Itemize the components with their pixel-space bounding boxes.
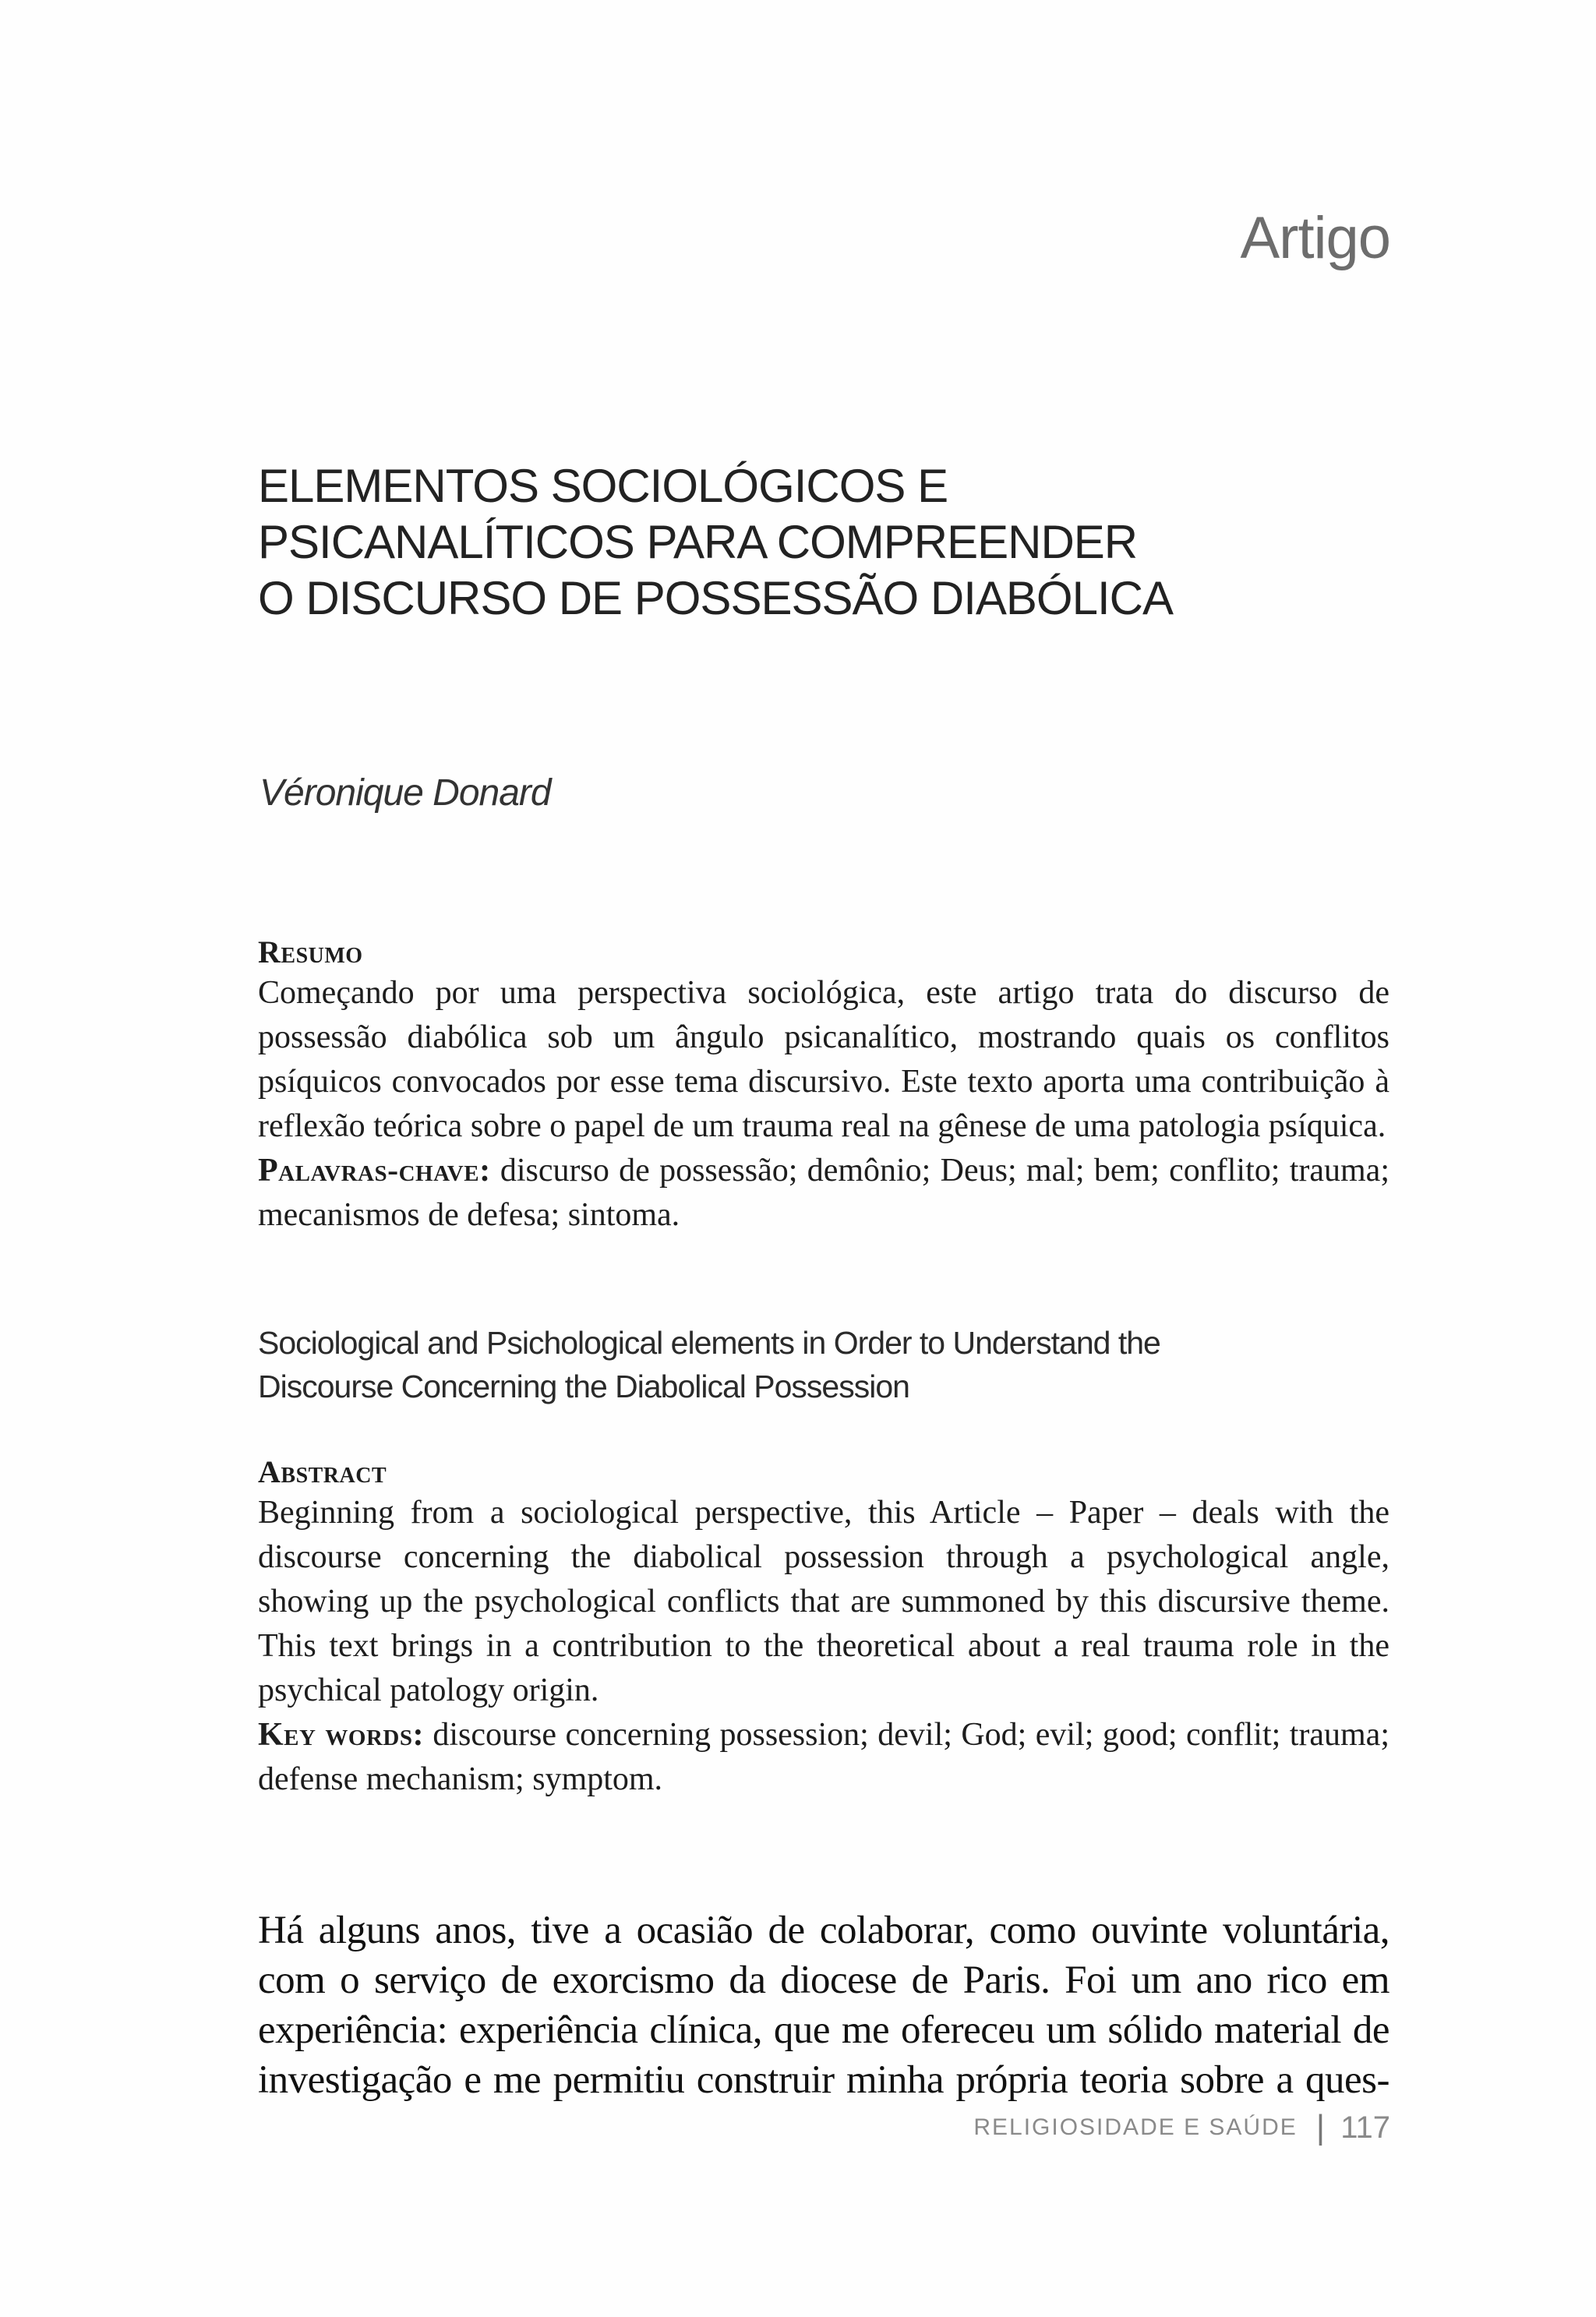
abstract-keywords-text: discourse concerning possession; devil; God; evil; good; conflit; trauma; defense mechanism; symptom. (258, 1717, 1389, 1797)
footer-separator: | (1315, 2108, 1326, 2146)
page-number: 117 (1340, 2110, 1390, 2145)
title-line-2: PSICANALÍTICOS PARA COMPREENDER (258, 516, 1138, 568)
author-name: Véronique Donard (260, 772, 551, 814)
section-label: Artigo (1240, 205, 1390, 271)
body-paragraph: Há alguns anos, tive a ocasião de colaborar, como ouvinte voluntária, com o serviço de exorcismo da diocese de Paris. Foi um ano rico em experiência: experiência clínica, que me ofereceu um sólido material de investigação e me permitiu construir minha própria teoria sobre a ques- (258, 1909, 1389, 2102)
resumo-heading: Resumo (258, 934, 363, 970)
article-title (258, 458, 1396, 627)
english-title-line-1: Sociological and Psichological elements in Order to Understand the (258, 1325, 1160, 1361)
abstract-text: Beginning from a sociological perspective, this Article – Paper – deals with the discourse concerning the diabolical possession through a psychological angle, showing up the psychological conflicts that are summoned by this discursive theme. This text brings in a contribution to the theoretical about a real trauma role in the psychical patology origin. (258, 1495, 1389, 1708)
resumo-keywords (258, 1149, 1389, 1238)
title-line-1: ELEMENTOS SOCIOLÓGICOS E (258, 460, 948, 512)
page-footer (973, 2108, 1390, 2147)
resumo-keywords-text: discurso de possessão; demônio; Deus; mal; bem; conflito; trauma; mecanismos de defesa; sintoma. (258, 1153, 1389, 1233)
abstract-keywords (258, 1713, 1389, 1802)
english-title-line-2: Discourse Concerning the Diabolical Possession (258, 1369, 909, 1404)
journal-name: RELIGIOSIDADE E SAÚDE (973, 2114, 1298, 2140)
resumo-keywords-label: Palavras-chave: (258, 1153, 491, 1189)
title-line-3: O DISCURSO DE POSSESSÃO DIABÓLICA (258, 572, 1173, 624)
abstract-heading: Abstract (258, 1454, 387, 1489)
resumo-section (258, 934, 1389, 1238)
resumo-text: Começando por uma perspectiva sociológica, este artigo trata do discurso de possessão diabólica sob um ângulo psicanalítico, mostrando quais os conflitos psíquicos convocados por esse tema discursivo. Este texto aporta uma contribuição à reflexão teórica sobre o papel de um trauma real na gênese de uma patologia psíquica. (258, 975, 1389, 1144)
abstract-section (258, 1453, 1389, 1802)
abstract-keywords-label: Key words: (258, 1717, 424, 1753)
english-title (258, 1321, 1389, 1408)
